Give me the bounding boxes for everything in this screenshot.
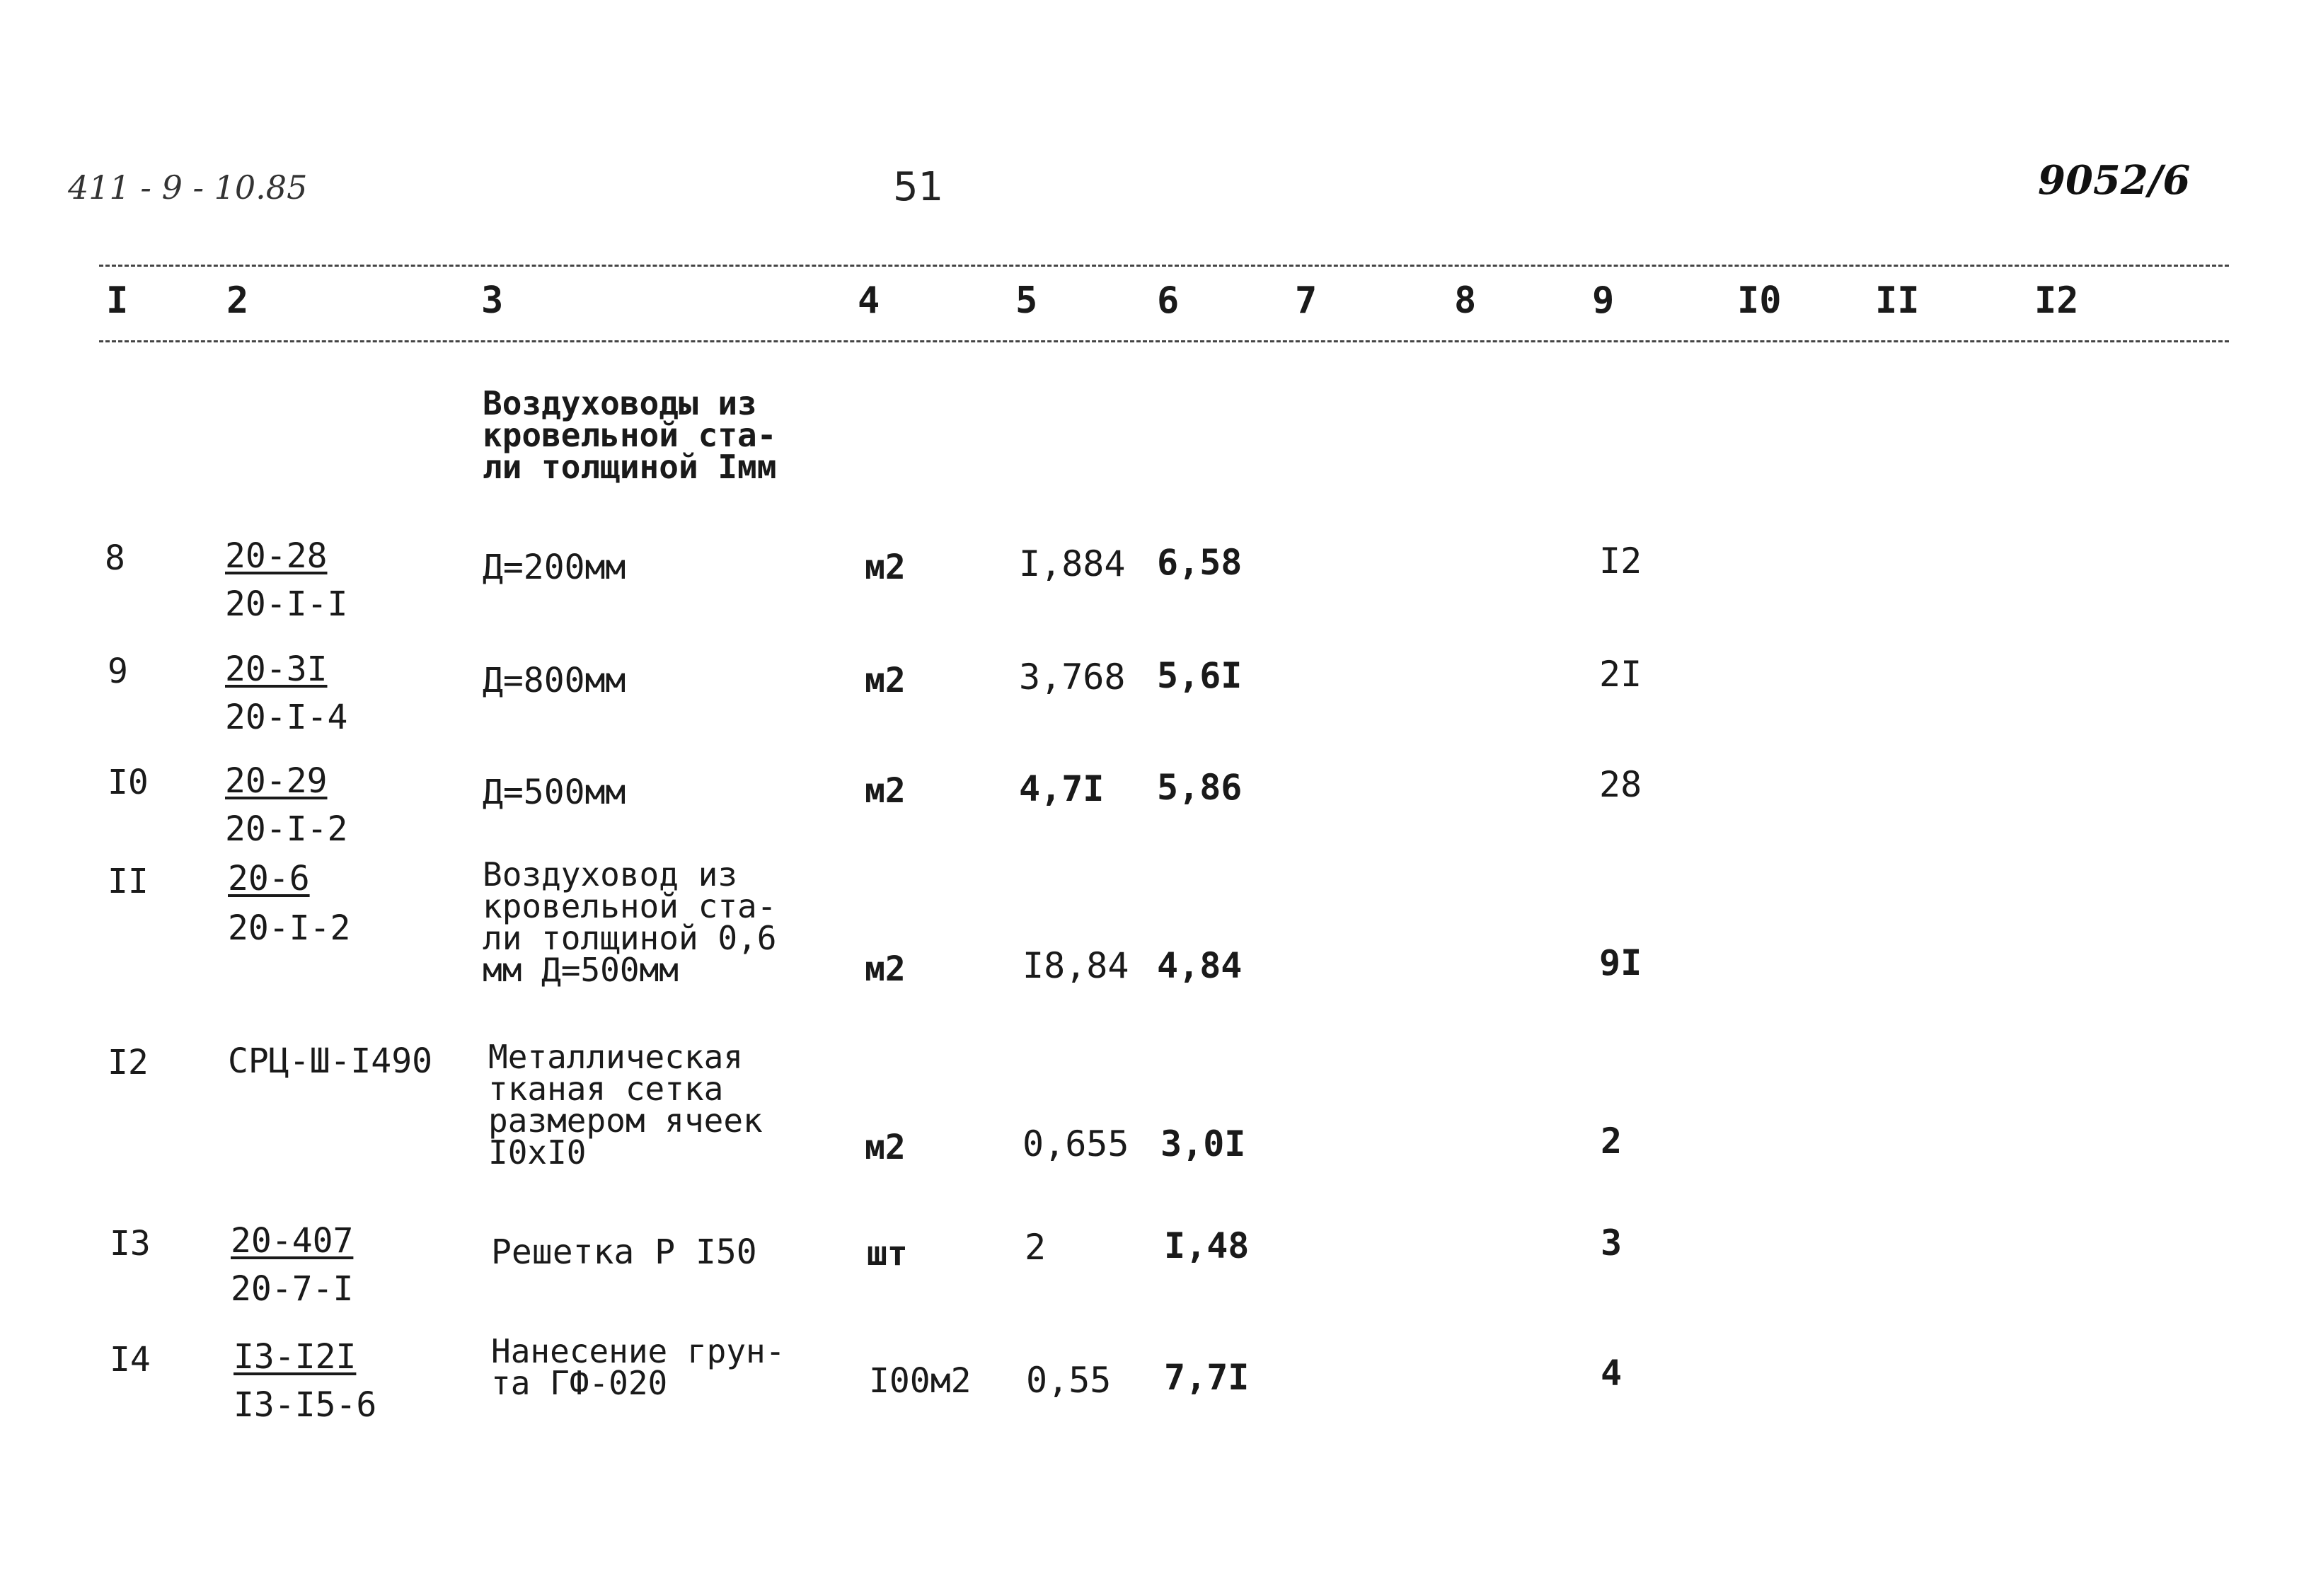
column-number-11: II bbox=[1875, 279, 1920, 322]
row-number: I2 bbox=[108, 1043, 149, 1082]
total: I2 bbox=[1599, 540, 1642, 582]
item-description: Нанесение грун- та ГФ-020 bbox=[491, 1332, 785, 1402]
row-number: 8 bbox=[105, 538, 125, 578]
unit: м2 bbox=[865, 548, 906, 587]
unit: м2 bbox=[865, 771, 906, 811]
norm-code: 20-6 bbox=[228, 859, 310, 898]
unit: м2 bbox=[865, 661, 906, 700]
norm-code: 20-29 bbox=[225, 761, 328, 801]
unit-price: 5,86 bbox=[1157, 767, 1243, 808]
item-description: Решетка Р I50 bbox=[491, 1232, 757, 1272]
column-number-1: I bbox=[106, 279, 129, 322]
row-number: I3 bbox=[110, 1224, 151, 1264]
total: 9I bbox=[1599, 942, 1642, 983]
norm-code: СРЦ-Ш-I490 bbox=[228, 1041, 432, 1081]
column-number-8: 8 bbox=[1454, 279, 1477, 322]
price-code: 20-7-I bbox=[231, 1269, 354, 1309]
quantity: 2 bbox=[1025, 1227, 1047, 1268]
unit-price: 3,0I bbox=[1160, 1123, 1246, 1164]
column-number-10: I0 bbox=[1737, 279, 1782, 322]
quantity: I8,84 bbox=[1022, 945, 1129, 986]
unit-price: 4,84 bbox=[1157, 945, 1243, 986]
item-description: Металлическая тканая сетка размером ячеек I0xI0 bbox=[488, 1038, 763, 1172]
document-code: 411 - 9 - 10.85 bbox=[68, 168, 308, 207]
quantity: 0,55 bbox=[1026, 1360, 1112, 1401]
item-description: Д=200мм bbox=[483, 548, 626, 587]
price-code: 20-I-I bbox=[225, 584, 348, 624]
item-description: Воздуховод из кровельной ста- ли толщиной 0,6 мм Д=500мм bbox=[483, 855, 777, 989]
column-number-2: 2 bbox=[226, 279, 249, 322]
unit: м2 bbox=[865, 949, 906, 989]
norm-code: 20-3I bbox=[225, 649, 328, 689]
total: 2 bbox=[1601, 1121, 1623, 1162]
norm-code: I3-I2I bbox=[234, 1337, 357, 1377]
table-header-bottom-rule bbox=[99, 340, 2229, 342]
row-number: 9 bbox=[108, 652, 128, 691]
price-code: 20-I-2 bbox=[228, 908, 351, 948]
unit: м2 bbox=[865, 1128, 906, 1167]
unit: I00м2 bbox=[869, 1361, 972, 1401]
row-number: I0 bbox=[108, 763, 149, 802]
norm-code: 20-28 bbox=[225, 536, 328, 576]
row-number: I4 bbox=[110, 1340, 151, 1380]
price-code: 20-I-4 bbox=[225, 698, 348, 737]
total: 28 bbox=[1599, 764, 1642, 805]
unit-price: 5,6I bbox=[1157, 655, 1243, 696]
price-code: 20-I-2 bbox=[225, 809, 348, 849]
column-number-12: I2 bbox=[2034, 279, 2079, 322]
section-title: Воздуховоды из кровельной ста- ли толщиной Iмм bbox=[483, 384, 777, 486]
column-number-7: 7 bbox=[1295, 279, 1318, 322]
sheet-reference: 9052/6 bbox=[2038, 157, 2191, 204]
quantity: 4,7I bbox=[1019, 768, 1105, 809]
table-header-top-rule bbox=[99, 265, 2229, 267]
quantity: 0,655 bbox=[1022, 1123, 1129, 1164]
page-number: 51 bbox=[893, 164, 944, 210]
total: 2I bbox=[1599, 654, 1642, 695]
column-number-6: 6 bbox=[1157, 279, 1180, 322]
column-number-3: 3 bbox=[481, 279, 504, 322]
column-number-4: 4 bbox=[858, 279, 880, 322]
total: 3 bbox=[1601, 1222, 1623, 1264]
unit-price: 6,58 bbox=[1157, 542, 1243, 583]
norm-code: 20-407 bbox=[231, 1221, 354, 1261]
quantity: 3,768 bbox=[1019, 657, 1126, 698]
price-code: I3-I5-6 bbox=[234, 1385, 377, 1425]
row-number: II bbox=[108, 862, 149, 901]
item-description: Д=800мм bbox=[483, 661, 626, 700]
item-description: Д=500мм bbox=[483, 773, 626, 812]
quantity: I,884 bbox=[1019, 543, 1126, 584]
unit-price: 7,7I bbox=[1164, 1357, 1250, 1398]
column-number-9: 9 bbox=[1592, 279, 1615, 322]
unit: шт bbox=[867, 1234, 908, 1273]
unit-price: I,48 bbox=[1164, 1225, 1250, 1266]
column-number-5: 5 bbox=[1015, 279, 1038, 322]
total: 4 bbox=[1601, 1353, 1623, 1394]
